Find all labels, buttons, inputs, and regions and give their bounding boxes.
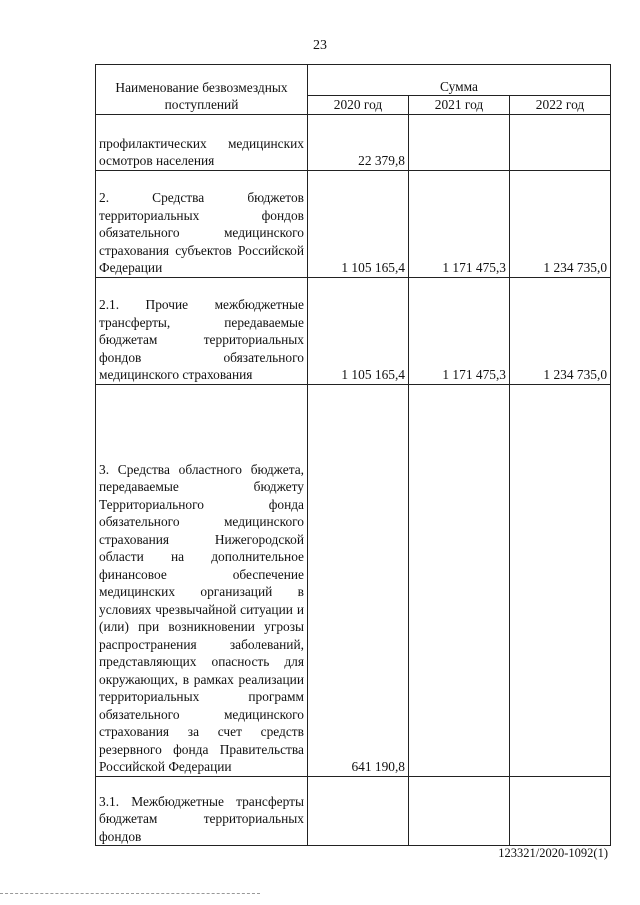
scan-edge-line — [0, 893, 260, 894]
header-year-2021: 2021 год — [409, 96, 510, 115]
row-value-2021: 1 171 475,3 — [409, 170, 510, 277]
row-value-2022 — [510, 384, 611, 776]
row-name: 2. Средства бюджетов территориальных фондов обязательного медицинского страхования субъектов Российской Федерации — [96, 170, 308, 277]
row-name: 2.1. Прочие межбюджетные трансферты, передаваемые бюджетам территориальных фондов обязательного медицинского страхования — [96, 277, 308, 384]
header-sum-column: Сумма — [308, 65, 611, 96]
row-value-2022: 1 234 735,0 — [510, 170, 611, 277]
row-value-2021 — [409, 114, 510, 170]
row-value-2022 — [510, 114, 611, 170]
row-value-2021 — [409, 384, 510, 776]
row-name: 3. Средства областного бюджета, передаваемые бюджету Территориального фонда обязательного медицинского страхования Нижегородской области на дополнительное финансовое обеспечение медицинских организаций в условиях чрезвычайной ситуации и (или) при возникновении угрозы распространения заболеваний, представляющих опасность для окружающих, в рамках реализации территориальных программ обязательного медицинского страхования за счет средств резервного фонда Правительства Российской Федерации — [96, 384, 308, 776]
page-number: 23 — [313, 38, 327, 53]
table-row — [96, 277, 611, 384]
row-name: профилактических медицинских осмотров населения — [96, 114, 308, 170]
row-value-2020: 1 105 165,4 — [308, 277, 409, 384]
row-value-2022 — [510, 776, 611, 846]
header-name-column: Наименование безвозмездных поступлений — [96, 65, 308, 115]
row-value-2020 — [308, 776, 409, 846]
row-value-2022: 1 234 735,0 — [510, 277, 611, 384]
row-value-2020: 1 105 165,4 — [308, 170, 409, 277]
row-name: 3.1. Межбюджетные трансферты бюджетам территориальных фондов — [96, 776, 308, 846]
header-year-2022: 2022 год — [510, 96, 611, 115]
revenue-table — [95, 64, 611, 846]
row-value-2020: 22 379,8 — [308, 114, 409, 170]
table-row — [96, 114, 611, 170]
row-value-2020: 641 190,8 — [308, 384, 409, 776]
table-row — [96, 384, 611, 776]
header-year-2020: 2020 год — [308, 96, 409, 115]
table-row — [96, 170, 611, 277]
row-value-2021: 1 171 475,3 — [409, 277, 510, 384]
document-code: 123321/2020-1092(1) — [498, 846, 608, 860]
table-row — [96, 776, 611, 846]
row-value-2021 — [409, 776, 510, 846]
